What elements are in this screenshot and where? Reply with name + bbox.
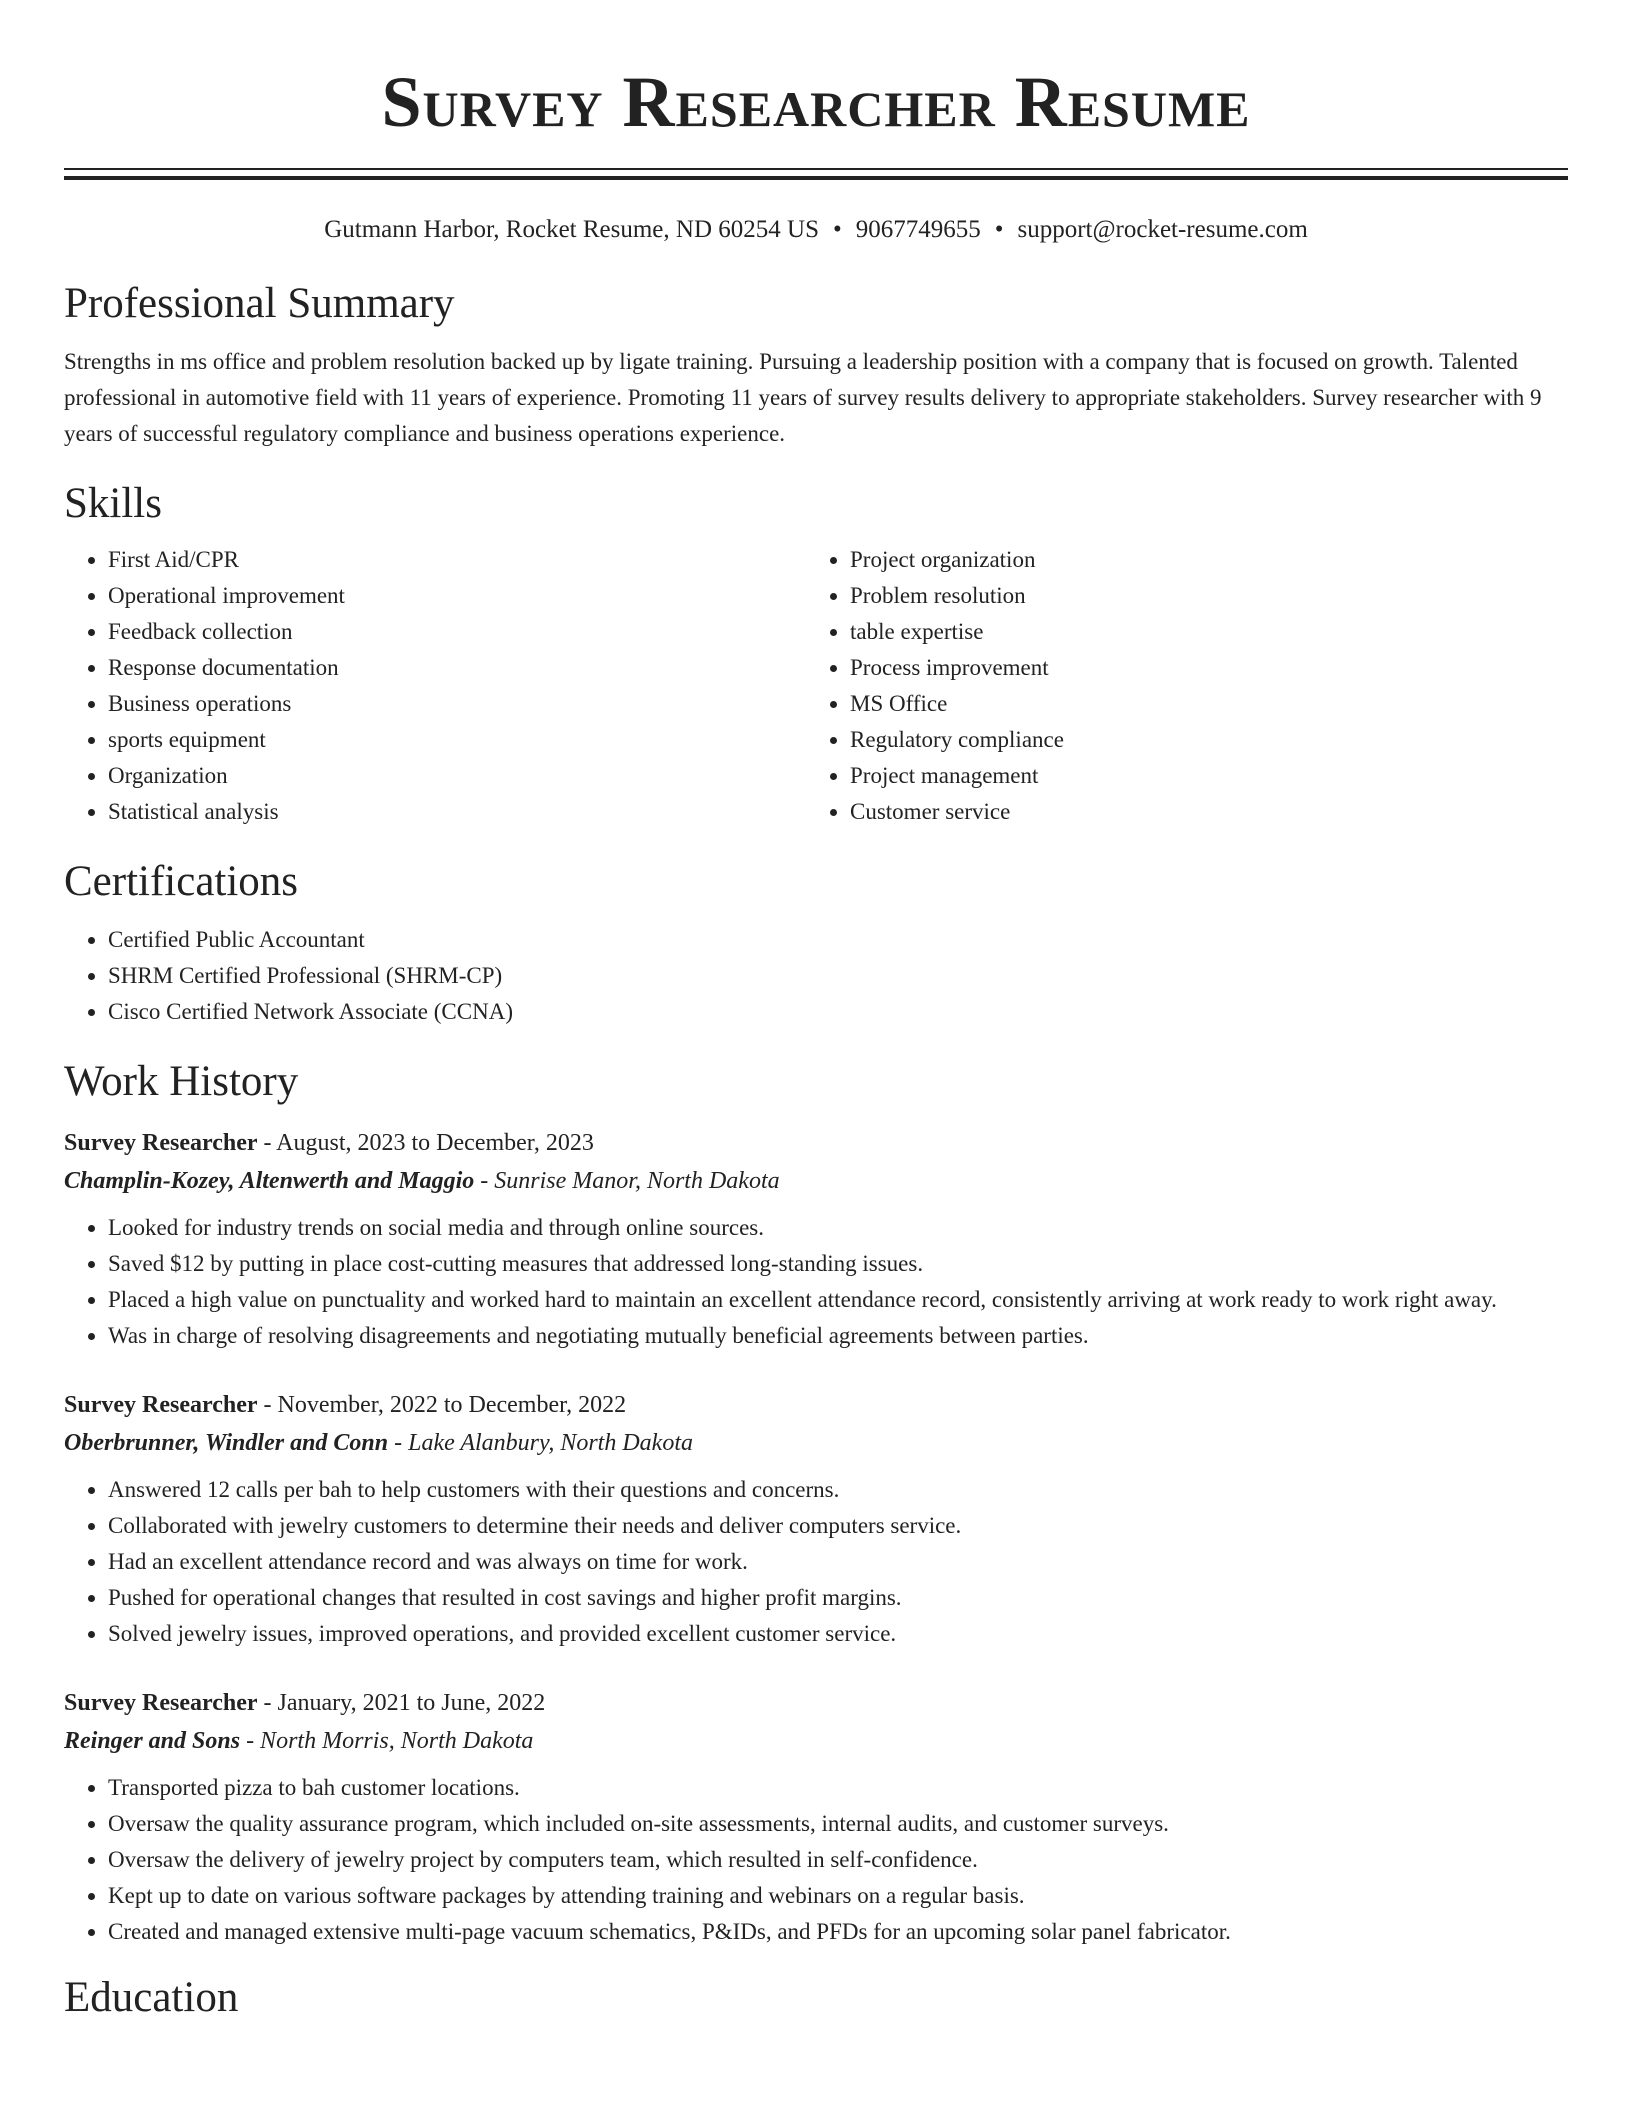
resume-page <box>64 0 1568 2024</box>
job-duties-list <box>64 1210 1568 1354</box>
job-company: Oberbrunner, Windler and Conn <box>64 1430 389 1456</box>
certifications-heading: Certifications <box>64 858 299 905</box>
education-heading: Education <box>64 1974 239 2021</box>
summary-text: Strengths in ms office and problem resolution backed up by ligate training. Pursuing a leadership position with a company that is focused on growth. Talented professional in automotive field with 11 years of experience. Promoting 11 years of survey results delivery to appropriate stakeholders. Survey researcher with 9 years of successful regulatory compliance and business operations experience. <box>64 349 1542 446</box>
certifications-list <box>64 922 1568 1030</box>
skill-item: • Feedback collection <box>108 614 806 650</box>
skill-item: • Project management <box>850 758 1548 794</box>
skill-item: • Regulatory compliance <box>850 722 1548 758</box>
job-company-line <box>64 1424 1568 1462</box>
skill-item: • Statistical analysis <box>108 794 806 830</box>
skills-section <box>64 478 1568 830</box>
job-duty: • Oversaw the quality assurance program, which included on-site assessments, internal audits, and customer surveys. <box>108 1806 1568 1842</box>
title-divider-thin <box>64 168 1568 170</box>
job-duties-list <box>64 1472 1568 1652</box>
job-title-line <box>64 1386 1568 1424</box>
job-duty: • Pushed for operational changes that resulted in cost savings and higher profit margins. <box>108 1580 1568 1616</box>
job-duty: • Transported pizza to bah customer locations. <box>108 1770 1568 1806</box>
job-company-line <box>64 1162 1568 1200</box>
job-entry <box>64 1386 1568 1652</box>
skills-list-left <box>64 542 806 830</box>
job-title: Survey Researcher <box>64 1130 258 1156</box>
job-duty: • Looked for industry trends on social media and through online sources. <box>108 1210 1568 1246</box>
job-duty: • Solved jewelry issues, improved operations, and provided excellent customer service. <box>108 1616 1568 1652</box>
job-title: Survey Researcher <box>64 1690 258 1716</box>
certification-item: • Cisco Certified Network Associate (CCNA) <box>108 994 1568 1030</box>
job-dates: - November, 2022 to December, 2022 <box>257 1392 627 1418</box>
skill-item: • Business operations <box>108 686 806 722</box>
contact-separator: • <box>832 216 842 243</box>
skill-item: • First Aid/CPR <box>108 542 806 578</box>
certification-item: • Certified Public Accountant <box>108 922 1568 958</box>
job-dates: - August, 2023 to December, 2023 <box>257 1130 594 1156</box>
summary-heading: Professional Summary <box>64 280 455 327</box>
contact-separator: • <box>994 216 1004 243</box>
job-duty: • Kept up to date on various software packages by attending training and webinars on a regular basis. <box>108 1878 1568 1914</box>
skill-item: • Problem resolution <box>850 578 1548 614</box>
job-dates: - January, 2021 to June, 2022 <box>257 1690 546 1716</box>
job-duty: • Had an excellent attendance record and was always on time for work. <box>108 1544 1568 1580</box>
skill-item: • Customer service <box>850 794 1548 830</box>
job-title: Survey Researcher <box>64 1392 258 1418</box>
job-duties-list <box>64 1770 1568 1950</box>
job-duty: • Saved $12 by putting in place cost-cutting measures that addressed long-standing issues. <box>108 1246 1568 1282</box>
job-company-line <box>64 1722 1568 1760</box>
skill-item: • sports equipment <box>108 722 806 758</box>
skills-list-right <box>806 542 1548 830</box>
certifications-section <box>64 856 1568 1030</box>
certification-item: • SHRM Certified Professional (SHRM-CP) <box>108 958 1568 994</box>
work-history-heading: Work History <box>64 1058 299 1105</box>
skills-column-right <box>806 542 1548 830</box>
skill-item: • Process improvement <box>850 650 1548 686</box>
skills-heading: Skills <box>64 480 162 527</box>
page-title: Survey Researcher Resume <box>381 62 1251 142</box>
job-location: - Sunrise Manor, North Dakota <box>474 1168 780 1194</box>
title-divider-thick <box>64 176 1568 180</box>
skills-columns <box>64 542 1568 830</box>
job-entry <box>64 1684 1568 1950</box>
work-history-section <box>64 1056 1568 1950</box>
skill-item: • MS Office <box>850 686 1548 722</box>
job-location: - North Morris, North Dakota <box>240 1728 534 1754</box>
job-duty: • Collaborated with jewelry customers to determine their needs and deliver computers service. <box>108 1508 1568 1544</box>
education-section <box>64 1972 1568 2024</box>
summary-section <box>64 278 1568 452</box>
contact-phone: 9067749655 <box>855 216 981 243</box>
job-duty: • Created and managed extensive multi-page vacuum schematics, P&IDs, and PFDs for an upcoming solar panel fabricator. <box>108 1914 1568 1950</box>
job-duty: • Answered 12 calls per bah to help customers with their questions and concerns. <box>108 1472 1568 1508</box>
contact-line <box>64 214 1568 246</box>
job-duty: • Oversaw the delivery of jewelry project by computers team, which resulted in self-confidence. <box>108 1842 1568 1878</box>
skill-item: • Response documentation <box>108 650 806 686</box>
skill-item: • Operational improvement <box>108 578 806 614</box>
job-title-line <box>64 1684 1568 1722</box>
skills-column-left <box>64 542 806 830</box>
skill-item: • Organization <box>108 758 806 794</box>
skill-item: • Project organization <box>850 542 1548 578</box>
job-duty: • Placed a high value on punctuality and worked hard to maintain an excellent attendance record, consistently arriving at work ready to work right away. <box>108 1282 1568 1318</box>
job-company: Champlin-Kozey, Altenwerth and Maggio <box>64 1168 475 1194</box>
job-duty: • Was in charge of resolving disagreements and negotiating mutually beneficial agreements between parties. <box>108 1318 1568 1354</box>
job-company: Reinger and Sons <box>64 1728 241 1754</box>
job-location: - Lake Alanbury, North Dakota <box>388 1430 693 1456</box>
contact-address: Gutmann Harbor, Rocket Resume, ND 60254 US <box>324 216 819 243</box>
job-title-line <box>64 1124 1568 1162</box>
job-entry <box>64 1124 1568 1354</box>
skill-item: • table expertise <box>850 614 1548 650</box>
contact-email: support@rocket-resume.com <box>1017 216 1308 243</box>
